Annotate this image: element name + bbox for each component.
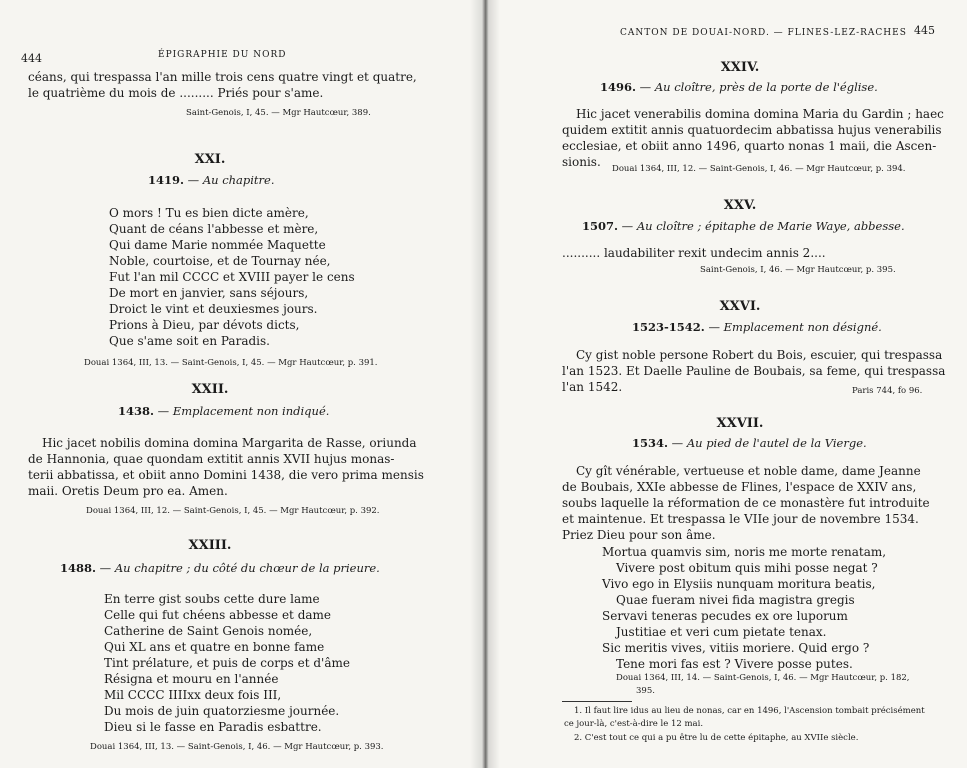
text-line: ecclesiae, et obiit anno 1496, quarto nonas 1 maii, die Ascen- — [562, 139, 937, 153]
right-page — [484, 0, 967, 768]
verse-line: Mil CCCC IIIIxx deux fois III, — [104, 688, 282, 702]
verse-line: Prions à Dieu, par dévots dicts, — [109, 318, 300, 332]
entry-heading: 1507. — Au cloître ; épitaphe de Marie Waye, abbesse. — [582, 219, 905, 233]
verse-line: Vivere post obitum quis mihi posse negat ? — [616, 561, 878, 575]
entry-heading: 1534. — Au pied de l'autel de la Vierge. — [632, 436, 867, 450]
verse-line: Que s'ame soit en Paradis. — [109, 334, 270, 348]
verse-line: De mort en janvier, sans séjours, — [109, 286, 309, 300]
entry-heading: 1419. — Au chapitre. — [148, 173, 275, 187]
verse-line: Celle qui fut chéens abbesse et dame — [104, 608, 332, 622]
source-citation: 395. — [636, 686, 655, 696]
verse-line: Justitiae et veri cum pietate tenax. — [616, 625, 827, 639]
running-head: ÉPIGRAPHIE DU NORD — [158, 50, 287, 60]
running-head: CANTON DE DOUAI-NORD. — FLINES-LEZ-RACHES — [620, 28, 907, 38]
verse-line: Noble, courtoise, et de Tournay née, — [109, 254, 331, 268]
text-line: Cy gît vénérable, vertueuse et noble dame, dame Jeanne — [576, 464, 921, 478]
verse-line: Du mois de juin quatorziesme journée. — [104, 704, 340, 718]
text-line: sionis. — [562, 155, 601, 169]
page-number: 444 — [21, 52, 42, 65]
text-line: .......... laudabiliter rexit undecim annis 2.... — [562, 246, 826, 260]
source-citation: Douai 1364, III, 14. — Saint-Genois, I, 46. — Mgr Hautcœur, p. 182, — [616, 673, 910, 683]
verse-line: Servavi teneras pecudes ex ore luporum — [602, 609, 848, 623]
verse-line: Mortua quamvis sim, noris me morte renatam, — [602, 545, 887, 559]
text-line: maii. Oretis Deum pro ea. Amen. — [28, 484, 228, 498]
source-citation: Saint-Genois, I, 46. — Mgr Hautcœur, p. 395. — [700, 265, 896, 275]
entry-heading: 1523-1542. — Emplacement non désigné. — [632, 320, 882, 334]
entry-numeral: XXIV. — [720, 60, 760, 75]
text-line: soubs laquelle la réformation de ce monastère fut introduite — [562, 496, 930, 510]
entry-numeral: XXVII. — [716, 416, 764, 431]
verse-line: Qui XL ans et quatre en bonne fame — [104, 640, 325, 654]
source-citation: Paris 744, fo 96. — [852, 386, 923, 396]
text-line: le quatrième du mois de ......... Priés pour s'ame. — [28, 86, 324, 100]
entry-heading: 1488. — Au chapitre ; du côté du chœur de la prieure. — [60, 561, 380, 575]
verse-line: Catherine de Saint Genois nomée, — [104, 624, 313, 638]
text-line: de Hannonia, quae quondam extitit annis XVII hujus monas- — [28, 452, 395, 466]
text-line: Priez Dieu pour son âme. — [562, 528, 716, 542]
entry-numeral: XXII. — [191, 382, 229, 397]
text-line: l'an 1523. Et Daelle Pauline de Boubais, sa feme, qui trespassa — [562, 364, 946, 378]
source-citation: Douai 1364, III, 12. — Saint-Genois, I, 46. — Mgr Hautcœur, p. 394. — [612, 164, 906, 174]
text-line: céans, qui trespassa l'an mille trois cens quatre vingt et quatre, — [28, 70, 417, 84]
entry-numeral: XXI. — [194, 152, 226, 167]
text-line: Hic jacet nobilis domina domina Margarita de Rasse, oriunda — [42, 436, 417, 450]
entry-numeral: XXVI. — [719, 299, 761, 314]
verse-line: O mors ! Tu es bien dicte amère, — [109, 206, 309, 220]
source-citation: Douai 1364, III, 13. — Saint-Genois, I, 46. — Mgr Hautcœur, p. 393. — [90, 742, 384, 752]
verse-line: Sic meritis vives, vitiis moriere. Quid ergo ? — [602, 641, 870, 655]
verse-line: Dieu si le fasse en Paradis esbattre. — [104, 720, 322, 734]
entry-numeral: XXV. — [723, 198, 757, 213]
verse-line: Droict le vint et deuxiesmes jours. — [109, 302, 318, 316]
entry-heading: 1438. — Emplacement non indiqué. — [118, 404, 330, 418]
footnote: 1. Il faut lire idus au lieu de nonas, car en 1496, l'Ascension tombait précisément — [574, 706, 925, 716]
footnote-rule — [562, 701, 632, 702]
verse-line: Résigna et mouru en l'année — [104, 672, 279, 686]
verse-line: Qui dame Marie nommée Maquette — [109, 238, 326, 252]
verse-line: Quae fueram nivei fida magistra gregis — [616, 593, 855, 607]
text-line: et maintenue. Et trespassa le VIIe jour de novembre 1534. — [562, 512, 919, 526]
book-gutter-shadow — [470, 0, 500, 768]
page-number: 445 — [914, 24, 935, 37]
verse-line: Fut l'an mil CCCC et XVIII payer le cens — [109, 270, 355, 284]
source-citation: Douai 1364, III, 13. — Saint-Genois, I, 45. — Mgr Hautcœur, p. 391. — [84, 358, 378, 368]
verse-line: En terre gist soubs cette dure lame — [104, 592, 320, 606]
text-line: de Boubais, XXIe abbesse de Flines, l'espace de XXIV ans, — [562, 480, 917, 494]
footnote: 2. C'est tout ce qui a pu être lu de cette épitaphe, au XVIIe siècle. — [574, 733, 859, 743]
source-citation: Douai 1364, III, 12. — Saint-Genois, I, 45. — Mgr Hautcœur, p. 392. — [86, 506, 380, 516]
footnote: ce jour-là, c'est-à-dire le 12 mai. — [564, 719, 704, 729]
verse-line: Tene mori fas est ? Vivere posse putes. — [616, 657, 853, 671]
text-line: Hic jacet venerabilis domina domina Maria du Gardin ; haec — [576, 107, 944, 121]
verse-line: Vivo ego in Elysiis nunquam moritura beatis, — [602, 577, 876, 591]
text-line: l'an 1542. — [562, 380, 623, 394]
text-line: terii abbatissa, et obiit anno Domini 1438, die vero prima mensis — [28, 468, 424, 482]
text-line: quidem extitit annis quatuordecim abbatissa hujus venerabilis — [562, 123, 942, 137]
entry-heading: 1496. — Au cloître, près de la porte de l'église. — [600, 80, 878, 94]
text-line: Cy gist noble persone Robert du Bois, escuier, qui trespassa — [576, 348, 943, 362]
verse-line: Quant de céans l'abbesse et mère, — [109, 222, 319, 236]
source-citation: Saint-Genois, I, 45. — Mgr Hautcœur, 389. — [186, 108, 371, 118]
verse-line: Tint prélature, et puis de corps et d'âme — [104, 656, 350, 670]
entry-numeral: XXIII. — [188, 538, 232, 553]
